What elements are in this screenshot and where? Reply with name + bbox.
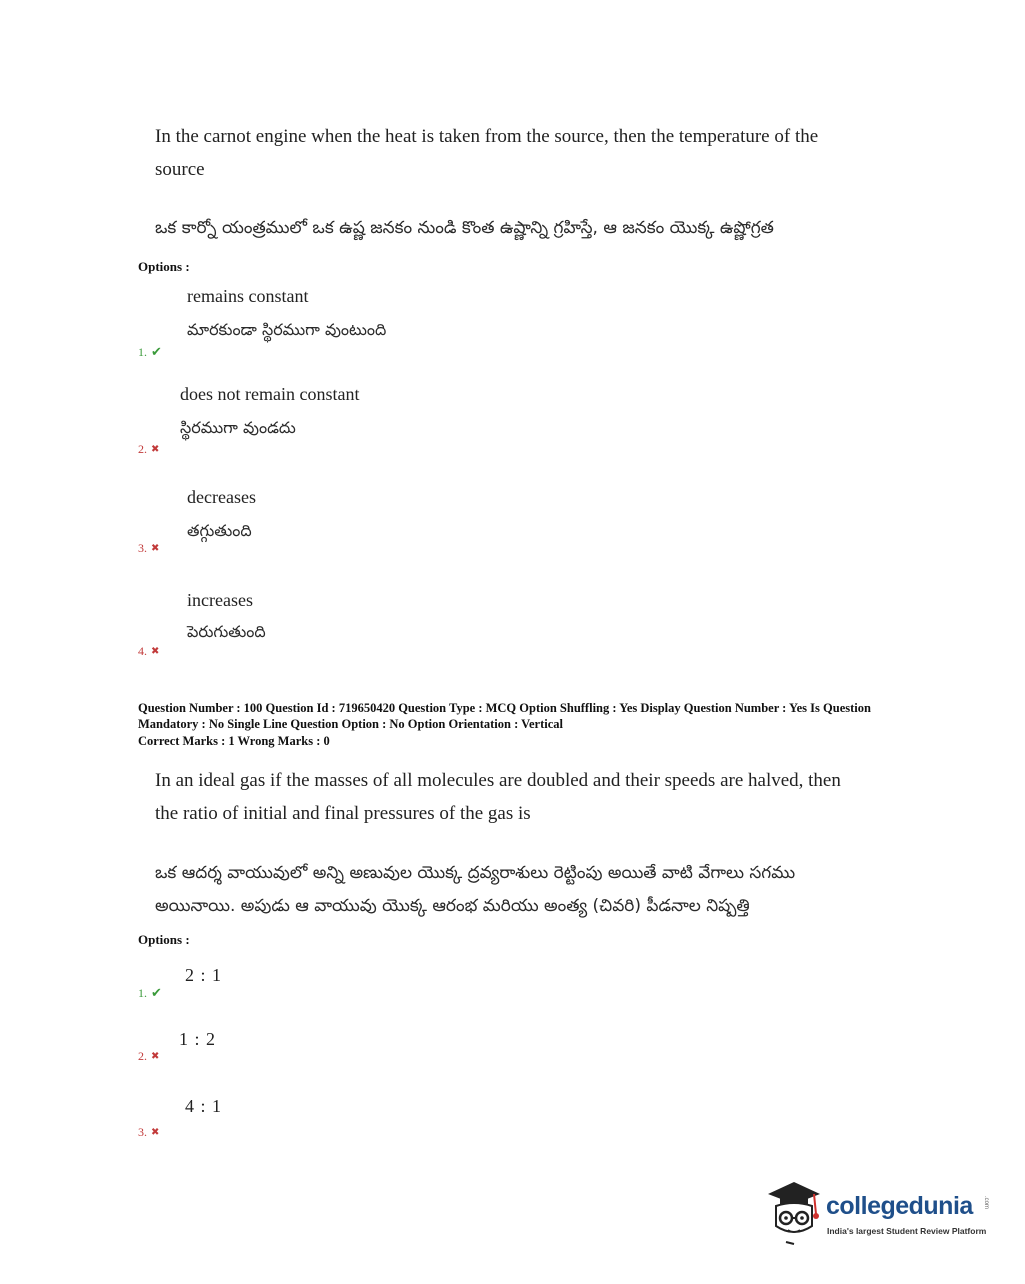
option-4-text: increases [187, 590, 253, 610]
option-3-text: decreases [187, 487, 256, 507]
cross-icon: ✖ [151, 646, 160, 657]
question-2-text: In an ideal gas if the masses of all molecules are doubled and their speeds are halved, then the ratio of initial and final pressures of the gas is [155, 770, 841, 824]
cross-icon: ✖ [151, 444, 160, 455]
option-3-ratio: 4 : 1 [185, 1096, 223, 1116]
checkmark-icon: ✔ [151, 344, 162, 359]
option-number: 3. [138, 541, 147, 555]
option-number: 2. [138, 442, 147, 456]
option-number: 4. [138, 644, 147, 658]
question-2-metadata: Question Number : 100 Question Id : 719650420 Question Type : MCQ Option Shuffling : Yes Display Question Number : Yes Is Question Mandatory : No Single Line Question Option : No Option Orientation : Vertical [138, 701, 871, 731]
cross-icon: ✖ [151, 1127, 160, 1138]
option-2-ratio: 1 : 2 [179, 1029, 217, 1049]
option-number: 1. [138, 985, 147, 1000]
option-2-marker [138, 442, 159, 457]
collegedunia-logo [764, 1176, 994, 1248]
option-2-text-telugu: స్థిరముగా వుండదు [180, 418, 296, 437]
option-1-ratio: 2 : 1 [185, 965, 223, 985]
option-1-text-telugu: మారకుండా స్థిరముగా వుంటుంది [187, 320, 387, 339]
option-4-text-telugu: పెరుగుతుంది [187, 622, 266, 641]
option-4-marker [138, 644, 159, 659]
cross-icon: ✖ [151, 1051, 160, 1062]
question-2-text-telugu: ఒక ఆదర్శ వాయువులో అన్ని అణువుల యొక్క ద్రవ్యరాశులు రెట్టింపు అయితే వాటి వేగాలు సగము అయినాయి. అపుడు ఆ వాయువు యొక్క ఆరంభ మరియు అంత్య (చివరి) పీడనాల నిష్పత్తి [155, 863, 796, 916]
options-label: Options : [138, 932, 190, 947]
option-number: 3. [138, 1125, 147, 1139]
option-2-marker [138, 1049, 159, 1064]
option-1-marker [138, 344, 162, 360]
question-1-text-telugu: ఒక కార్నో యంత్రములో ఒక ఉష్ణ జనకం నుండి కొంత ఉష్ణాన్ని గ్రహిస్తే, ఆ జనకం యొక్క ఉష్ణోగ్రత [155, 218, 774, 238]
option-number: 1. [138, 344, 147, 359]
question-2-marks: Correct Marks : 1 Wrong Marks : 0 [138, 734, 330, 748]
mascot-icon [764, 1176, 826, 1248]
option-3-text-telugu: తగ్గుతుంది [187, 521, 252, 540]
options-label: Options : [138, 259, 190, 274]
option-1-marker [138, 985, 162, 1001]
option-1-text: remains constant [187, 286, 309, 306]
option-number: 2. [138, 1049, 147, 1063]
logo-name: collegedunia [826, 1192, 973, 1220]
cross-icon: ✖ [151, 543, 160, 554]
checkmark-icon: ✔ [151, 985, 162, 1000]
option-2-text: does not remain constant [180, 384, 360, 404]
logo-tagline: India's largest Student Review Platform [827, 1226, 987, 1236]
question-1-text: In the carnot engine when the heat is taken from the source, then the temperature of the source [155, 126, 819, 180]
option-3-marker [138, 541, 159, 556]
option-3-marker [138, 1125, 159, 1140]
logo-suffix: .com [983, 1196, 989, 1210]
